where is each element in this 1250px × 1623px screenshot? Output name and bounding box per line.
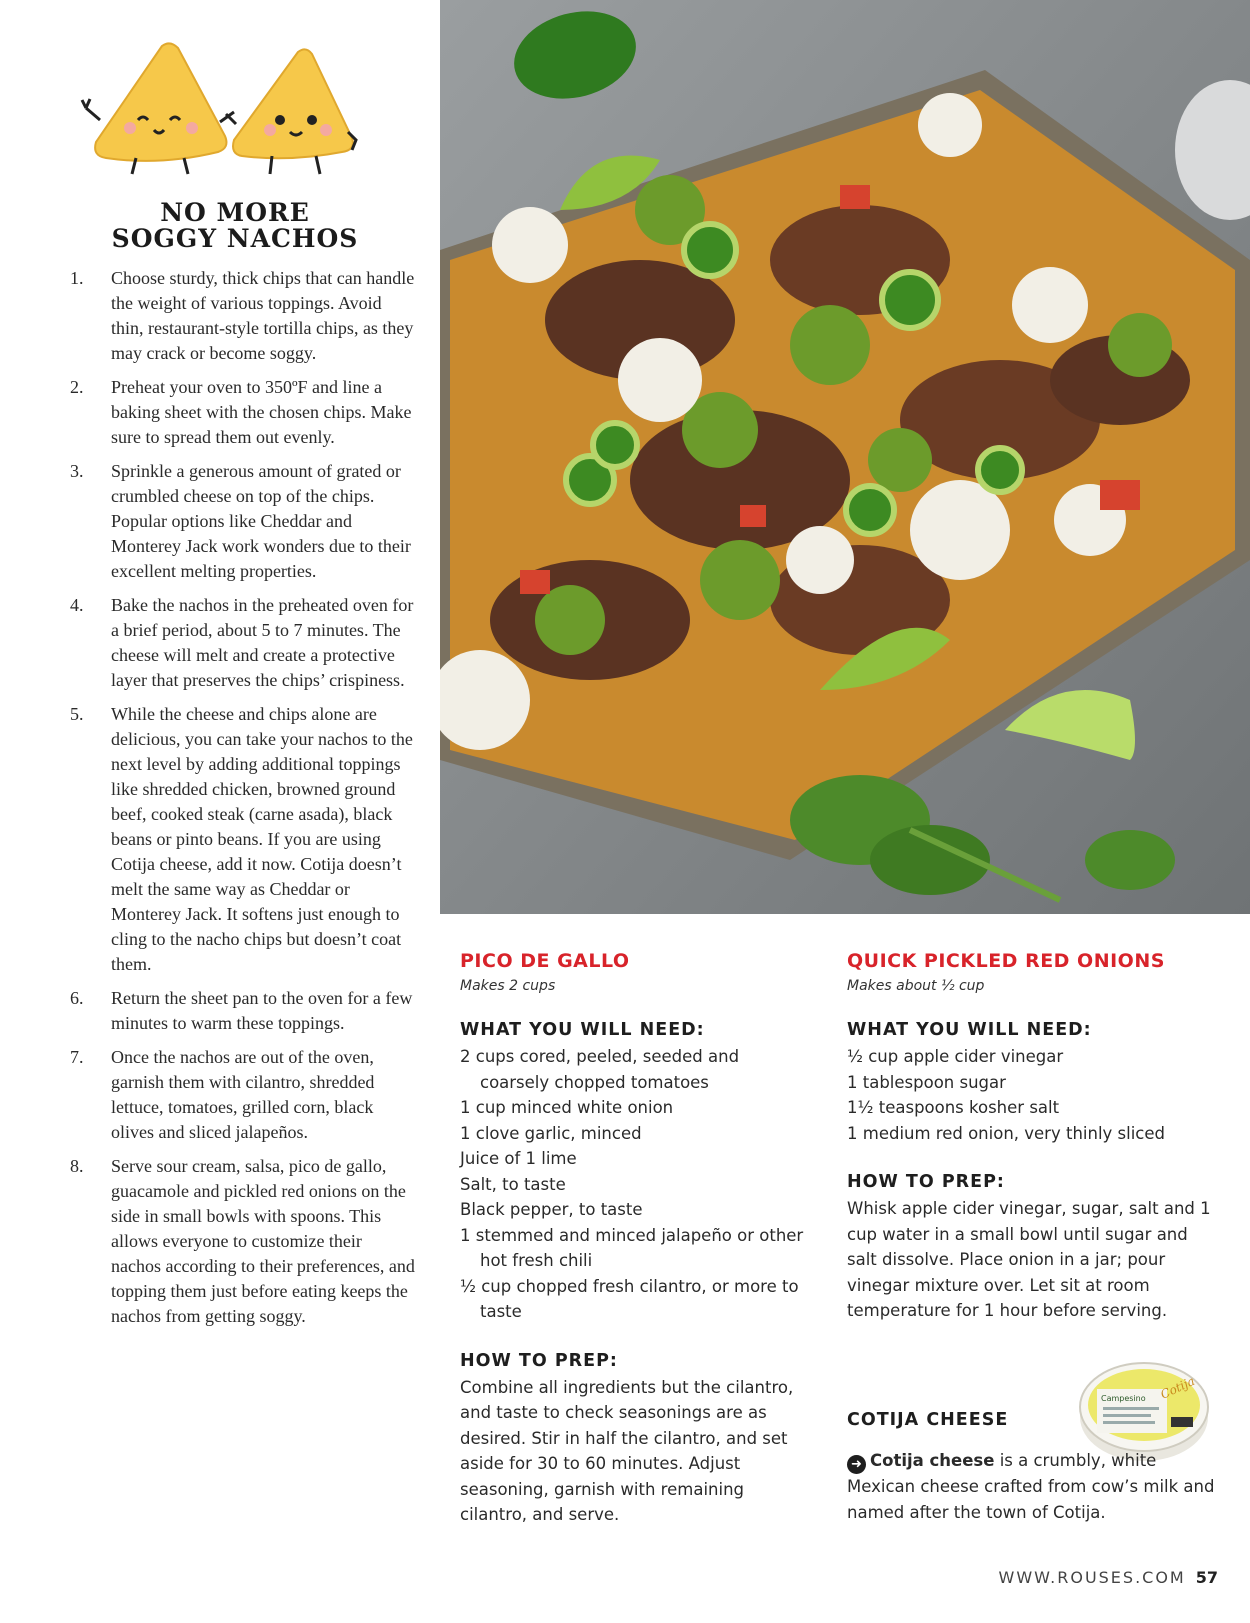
ingredient-item: 1½ teaspoons kosher salt: [847, 1098, 1060, 1117]
nachos-photo: [440, 0, 1250, 914]
tip-item: 3. Sprinkle a generous amount of grated or crumbled cheese on top of the chips. Popular options like Cheddar and Monterey Jack work wonders due to their excellent melting properties.: [70, 461, 411, 581]
page-headline: [70, 200, 400, 252]
recipe-yield: Makes 2 cups: [460, 978, 556, 994]
page-footer: [999, 1568, 1218, 1587]
tip-item: 2. Preheat your oven to 350ºF and line a baking sheet with the chosen chips. Make sure to spread them out evenly.: [70, 377, 412, 447]
recipe-title: QUICK PICKLED RED ONIONS: [847, 950, 1165, 972]
ingredients-list: [847, 1044, 1217, 1146]
ingredient-item: 1 stemmed and minced jalapeño or other hot fresh chili: [460, 1225, 804, 1270]
left-chip-mascot: [82, 43, 234, 174]
svg-text:Campesino: Campesino: [1101, 1394, 1146, 1403]
recipe-title: PICO DE GALLO: [460, 950, 630, 972]
tip-item: 8. Serve sour cream, salsa, pico de gallo, guacamole and pickled red onions on the side in small bowls with spoons. This allows everyone to customize their nachos according to their preferences, and topping them just before eating keeps the nachos from getting soggy.: [70, 1156, 415, 1326]
ingredients-list: [460, 1044, 805, 1325]
website-url: WWW.ROUSES.COM: [998, 1568, 1186, 1587]
ingredients-heading: WHAT YOU WILL NEED:: [460, 1020, 705, 1040]
ingredients-heading: WHAT YOU WILL NEED:: [847, 1020, 1092, 1040]
tip-item: 6. Return the sheet pan to the oven for a few minutes to warm these toppings.: [70, 988, 413, 1033]
arrow-right-icon: ➜: [847, 1455, 866, 1474]
cotija-description: [847, 1448, 1222, 1525]
ingredient-item: 1 medium red onion, very thinly sliced: [847, 1123, 1166, 1143]
ingredient-item: ½ cup chopped fresh cilantro, or more to taste: [460, 1276, 799, 1321]
pico-de-gallo-recipe: [460, 950, 805, 1528]
prep-heading: HOW TO PREP:: [460, 1350, 618, 1371]
prep-instructions: Whisk apple cider vinegar, sugar, salt and 1 cup water in a small bowl until sugar and salt dissolve. Place onion in a jar; pour vinegar mixture over. Let sit at room temperature for 1 hour before serving.: [847, 1199, 1211, 1320]
headline-line-1: NO MORE: [160, 198, 310, 227]
ingredient-item: 1 clove garlic, minced: [460, 1123, 642, 1143]
ingredient-item: Juice of 1 lime: [460, 1149, 577, 1168]
tip-item: 1. Choose sturdy, thick chips that can handle the weight of various toppings. Avoid thin, restaurant-style tortilla chips, as they may crack or become soggy.: [70, 268, 415, 363]
cotija-section: [847, 1410, 1222, 1525]
cotija-lead: Cotija cheese: [870, 1451, 995, 1470]
cotija-body: is a crumbly, white Mexican cheese crafted from cow’s milk and named after the town of Cotija.: [847, 1451, 1215, 1522]
tip-item: 7. Once the nachos are out of the oven, garnish them with cilantro, shredded lettuce, tomatoes, grilled corn, black olives and sliced jalapeños.: [70, 1047, 375, 1142]
ingredient-item: Salt, to taste: [460, 1174, 566, 1194]
ingredient-item: Black pepper, to taste: [460, 1200, 643, 1219]
right-chip-mascot: [226, 49, 356, 174]
ingredient-item: 1 tablespoon sugar: [847, 1072, 1006, 1092]
tip-item: 4. Bake the nachos in the preheated oven for a brief period, about 5 to 7 minutes. The cheese will melt and create a protective layer that preserves the chips’ crispiness.: [70, 595, 414, 690]
ingredient-item: 2 cups cored, peeled, seeded and coarsely chopped tomatoes: [460, 1047, 740, 1092]
svg-text:Cotija: Cotija: [1158, 1373, 1197, 1402]
prep-instructions: Combine all ingredients but the cilantro, and taste to check seasonings are as desired. Stir in half the cilantro, and set aside for 30 to 60 minutes. Adjust seasoning, garnish with remaining cilantro, and serve.: [460, 1377, 794, 1524]
nacho-tips-list: [66, 266, 416, 1338]
pickled-onions-recipe: [847, 950, 1217, 1324]
cotija-title: COTIJA CHEESE: [847, 1410, 1009, 1430]
ingredient-item: 1 cup minced white onion: [460, 1098, 674, 1117]
page-number: 57: [1195, 1568, 1218, 1587]
headline-line-2: SOGGY NACHOS: [111, 224, 359, 253]
prep-heading: HOW TO PREP:: [847, 1172, 1005, 1192]
recipe-yield: Makes about ½ cup: [847, 978, 985, 994]
ingredient-item: ½ cup apple cider vinegar: [847, 1047, 1064, 1066]
tip-item: 5. While the cheese and chips alone are delicious, you can take your nachos to the next level by adding additional toppings like shredded chicken, browned ground beef, cooked steak (carne asada), black beans or pinto beans. If you are using Cotija cheese, add it now. Cotija doesn’t melt the same way as Cheddar or Monterey Jack. It softens just enough to cling to the nacho chips but doesn’t coat them.: [70, 704, 413, 974]
nacho-chip-mascots: [80, 40, 380, 190]
